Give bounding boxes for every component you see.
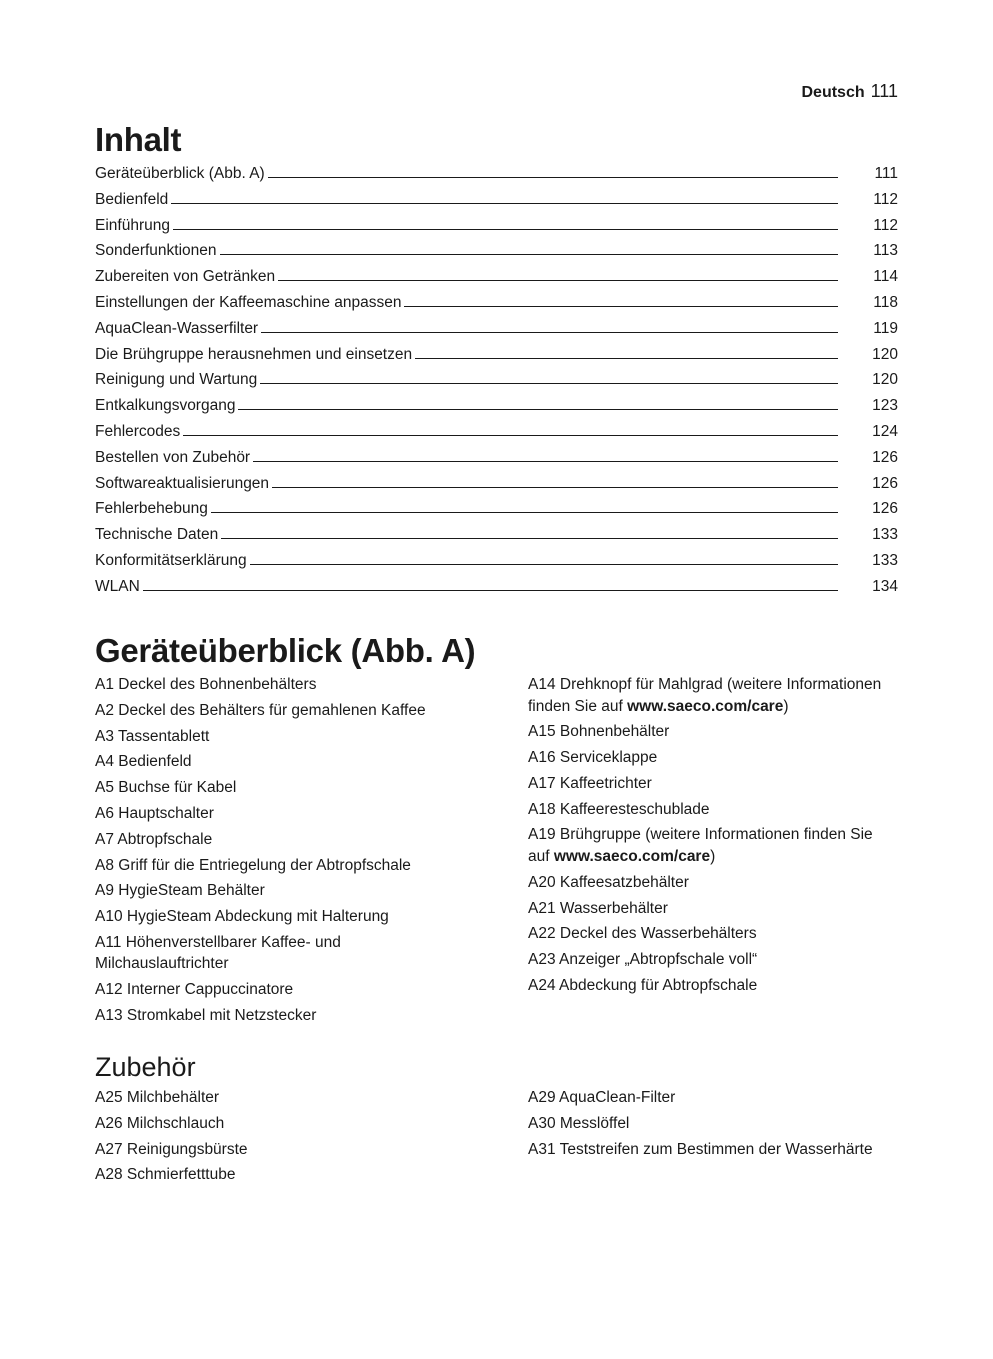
toc-leader-line bbox=[211, 498, 838, 513]
toc-leader-line bbox=[260, 369, 838, 384]
list-item bbox=[95, 1113, 460, 1135]
toc-leader-line bbox=[278, 266, 838, 281]
list-item-text: A20 Kaffeesatzbehälter bbox=[528, 873, 689, 891]
list-item-text: A12 Interner Cappuccinatore bbox=[95, 981, 294, 999]
list-item bbox=[95, 803, 460, 825]
table-of-contents bbox=[95, 163, 898, 602]
list-item bbox=[528, 872, 893, 894]
toc-entry-page: 123 bbox=[872, 397, 898, 415]
list-item-text: A27 Reinigungsbürste bbox=[95, 1140, 248, 1158]
list-item-text: A9 HygieSteam Behälter bbox=[95, 882, 265, 900]
list-item-text: A5 Buchse für Kabel bbox=[95, 779, 237, 797]
toc-entry bbox=[95, 240, 898, 266]
toc-entry-page: 112 bbox=[873, 216, 898, 234]
list-item bbox=[528, 747, 893, 769]
toc-entry-title: Einführung bbox=[95, 216, 170, 234]
list-item bbox=[95, 1005, 460, 1027]
list-item-text: A16 Serviceklappe bbox=[528, 749, 658, 767]
list-item bbox=[95, 855, 460, 877]
toc-entry bbox=[95, 524, 898, 550]
toc-leader-line bbox=[221, 524, 838, 539]
toc-entry-title: WLAN bbox=[95, 577, 140, 595]
list-item bbox=[95, 979, 460, 1001]
list-item-text: A1 Deckel des Bohnenbehälters bbox=[95, 676, 317, 693]
toc-entry bbox=[95, 576, 898, 602]
list-item-text-end: ) bbox=[710, 847, 716, 865]
list-item-text: A18 Kaffeeresteschublade bbox=[528, 800, 710, 818]
list-item bbox=[95, 906, 460, 928]
list-item bbox=[528, 898, 893, 920]
toc-entry-title: Konformitätserklärung bbox=[95, 551, 247, 569]
list-item bbox=[95, 726, 460, 748]
toc-leader-line bbox=[171, 189, 838, 204]
toc-entry bbox=[95, 395, 898, 421]
toc-entry bbox=[95, 292, 898, 318]
toc-entry-page: 119 bbox=[873, 319, 898, 337]
list-item bbox=[528, 923, 893, 945]
toc-entry-title: Geräteüberblick (Abb. A) bbox=[95, 165, 265, 182]
toc-leader-line bbox=[415, 344, 838, 359]
toc-entry bbox=[95, 473, 898, 499]
list-item bbox=[528, 1087, 893, 1109]
toc-entry bbox=[95, 189, 898, 215]
toc-entry-title: Technische Daten bbox=[95, 526, 219, 544]
list-item bbox=[95, 1139, 460, 1161]
list-item bbox=[95, 880, 460, 902]
toc-entry bbox=[95, 344, 898, 370]
list-item bbox=[95, 1164, 460, 1186]
list-item bbox=[528, 674, 893, 717]
toc-entry-title: Fehlercodes bbox=[95, 422, 181, 440]
toc-entry-page: 126 bbox=[872, 500, 898, 518]
toc-entry bbox=[95, 318, 898, 344]
list-item-text: A3 Tassentablett bbox=[95, 727, 210, 745]
list-item-text: A30 Messlöffel bbox=[528, 1114, 630, 1132]
list-item bbox=[528, 799, 893, 821]
list-item bbox=[528, 824, 893, 867]
list-item-text: A29 AquaClean-Filter bbox=[528, 1089, 676, 1106]
list-item bbox=[528, 1139, 893, 1161]
toc-entry-title: Zubereiten von Getränken bbox=[95, 268, 276, 286]
toc-entry-title: Einstellungen der Kaffeemaschine anpassen bbox=[95, 293, 402, 311]
list-item bbox=[95, 932, 460, 975]
accessories-list-left bbox=[95, 1087, 460, 1190]
list-item-text: A24 Abdeckung für Abtropfschale bbox=[528, 976, 758, 994]
toc-entry bbox=[95, 163, 898, 189]
toc-entry-page: 112 bbox=[873, 190, 898, 208]
toc-entry bbox=[95, 369, 898, 395]
toc-entry-page: 133 bbox=[872, 526, 898, 544]
list-item-text: A17 Kaffeetrichter bbox=[528, 774, 652, 792]
list-item bbox=[95, 829, 460, 851]
overview-heading: Geräteüberblick (Abb. A) bbox=[95, 632, 476, 669]
toc-heading: Inhalt bbox=[95, 121, 182, 158]
list-item bbox=[528, 721, 893, 743]
toc-leader-line bbox=[404, 292, 838, 307]
list-item-text: A22 Deckel des Wasserbehälters bbox=[528, 925, 757, 943]
list-item bbox=[95, 751, 460, 773]
list-item-text: A28 Schmierfetttube bbox=[95, 1166, 236, 1184]
overview-list-left bbox=[95, 674, 460, 1031]
toc-entry bbox=[95, 498, 898, 524]
toc-leader-line bbox=[250, 550, 838, 565]
toc-leader-line bbox=[268, 163, 838, 178]
toc-leader-line bbox=[253, 447, 838, 462]
list-item-text: A2 Deckel des Behälters für gemahlenen Kaffee bbox=[95, 701, 426, 719]
toc-entry-title: Sonderfunktionen bbox=[95, 242, 217, 260]
toc-entry-page: 118 bbox=[873, 293, 898, 311]
toc-entry bbox=[95, 215, 898, 241]
toc-entry-page: 114 bbox=[873, 268, 898, 286]
list-item-text: A13 Stromkabel mit Netzstecker bbox=[95, 1007, 317, 1025]
list-item-text: A31 Teststreifen zum Bestimmen der Wasserhärte bbox=[528, 1140, 873, 1158]
website-link-text: www.saeco.com/care bbox=[553, 847, 711, 865]
toc-entry-title: Bestellen von Zubehör bbox=[95, 448, 251, 466]
toc-entry-page: 120 bbox=[872, 345, 898, 363]
toc-leader-line bbox=[261, 318, 838, 333]
toc-entry-page: 113 bbox=[873, 242, 898, 260]
list-item-text: A15 Bohnenbehälter bbox=[528, 723, 670, 741]
list-item bbox=[95, 674, 460, 696]
toc-entry-page: 126 bbox=[872, 474, 898, 492]
list-item-text: A4 Bedienfeld bbox=[95, 753, 192, 771]
toc-entry-title: Fehlerbehebung bbox=[95, 500, 208, 518]
toc-leader-line bbox=[272, 473, 838, 488]
toc-leader-line bbox=[238, 395, 838, 410]
toc-entry-title: AquaClean-Wasserfilter bbox=[95, 319, 259, 337]
list-item bbox=[95, 777, 460, 799]
list-item-text: A8 Griff für die Entriegelung der Abtropfschale bbox=[95, 856, 411, 874]
list-item bbox=[528, 949, 893, 971]
list-item-text: A7 Abtropfschale bbox=[95, 830, 213, 848]
toc-entry-title: Entkalkungsvorgang bbox=[95, 397, 236, 415]
toc-leader-line bbox=[220, 240, 838, 255]
list-item bbox=[95, 1087, 460, 1109]
list-item-text: A21 Wasserbehälter bbox=[528, 899, 668, 917]
toc-entry-page: 133 bbox=[872, 551, 898, 569]
list-item-text: A14 Drehknopf für Mahlgrad (weitere Informationen finden Sie auf bbox=[528, 676, 882, 715]
toc-entry-title: Bedienfeld bbox=[95, 190, 169, 208]
toc-entry-title: Softwareaktualisierungen bbox=[95, 474, 270, 492]
header-language: Deutsch bbox=[801, 84, 865, 101]
list-item-text: A26 Milchschlauch bbox=[95, 1114, 225, 1132]
toc-entry-page: 111 bbox=[874, 165, 898, 182]
accessories-heading: Zubehör bbox=[95, 1052, 196, 1082]
toc-leader-line bbox=[143, 576, 838, 591]
toc-leader-line bbox=[173, 215, 838, 230]
toc-entry bbox=[95, 550, 898, 576]
list-item-text: A10 HygieSteam Abdeckung mit Halterung bbox=[95, 908, 389, 926]
toc-entry-title: Die Brühgruppe herausnehmen und einsetzen bbox=[95, 345, 413, 363]
list-item bbox=[95, 700, 460, 722]
list-item bbox=[528, 1113, 893, 1135]
list-item-text: A11 Höhenverstellbarer Kaffee- und Milchauslauftrichter bbox=[95, 933, 341, 973]
overview-list-right bbox=[528, 674, 893, 1001]
running-header bbox=[802, 79, 899, 105]
toc-entry-page: 124 bbox=[872, 422, 898, 440]
list-item-text: A19 Brühgruppe (weitere Informationen finden Sie auf bbox=[528, 826, 873, 865]
toc-entry bbox=[95, 421, 898, 447]
toc-entry bbox=[95, 266, 898, 292]
website-link-text: www.saeco.com/care bbox=[627, 697, 784, 715]
toc-entry bbox=[95, 447, 898, 473]
toc-entry-page: 120 bbox=[872, 371, 898, 389]
toc-entry-page: 126 bbox=[872, 448, 898, 466]
accessories-list-right bbox=[528, 1087, 893, 1164]
list-item-text-end: ) bbox=[783, 697, 789, 715]
list-item-text: A6 Hauptschalter bbox=[95, 804, 214, 822]
list-item bbox=[528, 773, 893, 795]
list-item-text: A23 Anzeiger „Abtropfschale voll“ bbox=[528, 951, 758, 969]
header-page-number: 111 bbox=[870, 81, 898, 101]
toc-leader-line bbox=[183, 421, 838, 436]
list-item bbox=[528, 975, 893, 997]
toc-entry-page: 134 bbox=[872, 577, 898, 595]
list-item-text: A25 Milchbehälter bbox=[95, 1089, 220, 1106]
toc-entry-title: Reinigung und Wartung bbox=[95, 371, 258, 389]
